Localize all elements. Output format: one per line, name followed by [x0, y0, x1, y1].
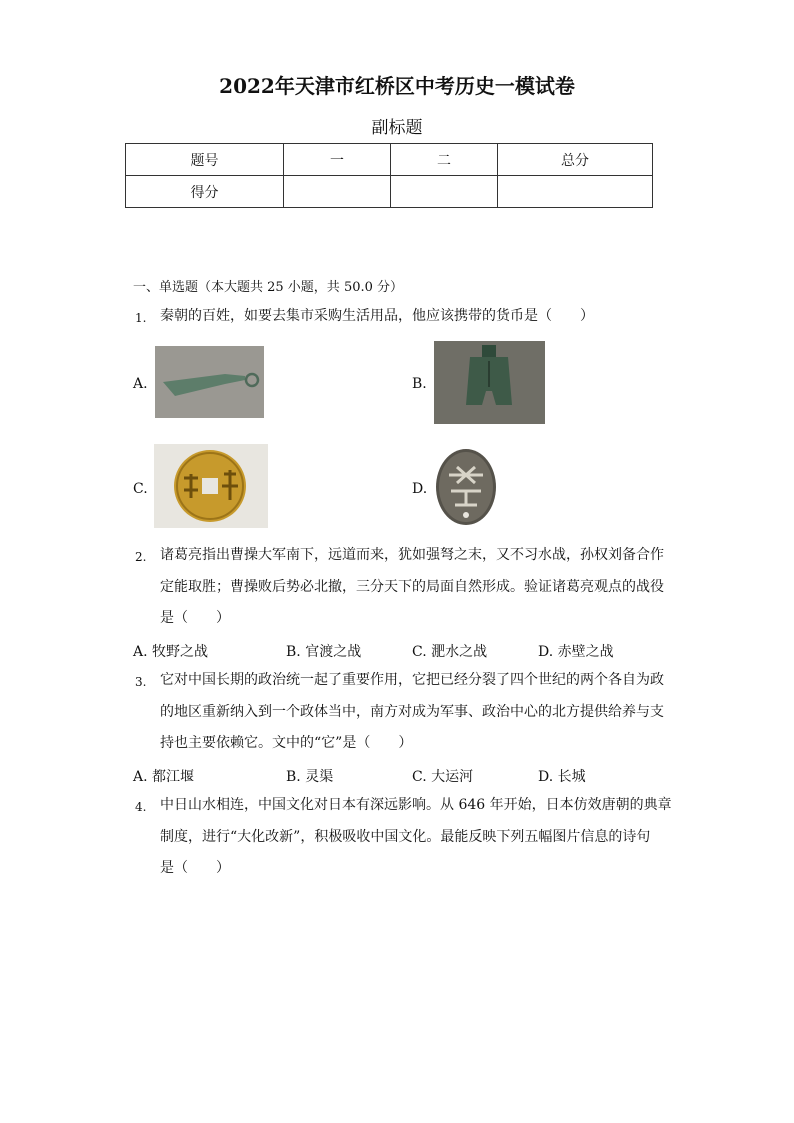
- question-number: 2.: [135, 550, 147, 564]
- question-text: 制度，进行“大化改新”，积极吸收中国文化。最能反映下列五幅图片信息的诗句: [160, 829, 651, 845]
- option-text: A. 都江堰: [133, 769, 195, 785]
- score-header-cell: 总分: [498, 144, 653, 176]
- option-label: C.: [133, 481, 148, 497]
- question-number: 3.: [135, 675, 147, 689]
- option-label: D.: [412, 481, 428, 497]
- option-label: B.: [412, 376, 427, 392]
- question-number: 4.: [135, 800, 147, 814]
- question-text: 定能取胜；曹操败后势必北撤，三分天下的局面自然形成。验证诸葛亮观点的战役: [160, 579, 664, 595]
- spade-coin-icon: [434, 341, 545, 424]
- ant-nose-coin-image: [433, 447, 499, 528]
- question-text: 的地区重新纳入到一个政体当中，南方对成为军事、政治中心的北方提供给养与支: [160, 704, 664, 720]
- banliang-coin-icon: [154, 444, 268, 528]
- score-header-cell: 题号: [126, 144, 284, 176]
- score-cell[interactable]: [391, 176, 498, 208]
- score-header-cell: 二: [391, 144, 498, 176]
- score-header-cell: 一: [284, 144, 391, 176]
- option-text: D. 赤壁之战: [538, 644, 614, 660]
- question-number: 1.: [135, 311, 147, 325]
- question-text: 是（ ）: [160, 860, 230, 876]
- exam-subtitle: 副标题: [371, 118, 423, 138]
- section-header: 一、单选题（本大题共 25 小题，共 50.0 分）: [133, 280, 404, 295]
- spade-coin-image: [434, 341, 545, 424]
- score-table: [125, 143, 653, 208]
- option-text: A. 牧野之战: [133, 644, 209, 660]
- question-text: 它对中国长期的政治统一起了重要作用，它把已经分裂了四个世纪的两个各自为政: [160, 672, 664, 688]
- question-text: 中日山水相连，中国文化对日本有深远影响。从 646 年开始，日本仿效唐朝的典章: [160, 797, 672, 813]
- option-label: A.: [133, 376, 148, 392]
- option-text: B. 灵渠: [286, 769, 334, 785]
- score-cell[interactable]: [284, 176, 391, 208]
- question-text: 是（ ）: [160, 610, 230, 626]
- ant-nose-coin-icon: [433, 447, 499, 528]
- option-text: C. 淝水之战: [412, 644, 488, 660]
- question-text: 持也主要依赖它。文中的“它”是（ ）: [160, 735, 413, 751]
- knife-coin-image: [155, 346, 264, 418]
- option-text: C. 大运河: [412, 769, 474, 785]
- score-table-score-row: [126, 176, 653, 208]
- score-table-header-row: [126, 144, 653, 176]
- exam-title: 2022年天津市红桥区中考历史一模试卷: [219, 74, 575, 98]
- option-text: D. 长城: [538, 769, 586, 785]
- knife-coin-icon: [155, 346, 264, 418]
- question-text: 秦朝的百姓，如要去集市采购生活用品，他应该携带的货币是（ ）: [160, 308, 594, 324]
- question-text: 诸葛亮指出曹操大军南下，远道而来，犹如强弩之末，又不习水战，孙权刘备合作: [160, 547, 664, 563]
- option-text: B. 官渡之战: [286, 644, 362, 660]
- banliang-coin-image: [154, 444, 268, 528]
- score-cell[interactable]: [498, 176, 653, 208]
- score-row-label: 得分: [126, 176, 284, 208]
